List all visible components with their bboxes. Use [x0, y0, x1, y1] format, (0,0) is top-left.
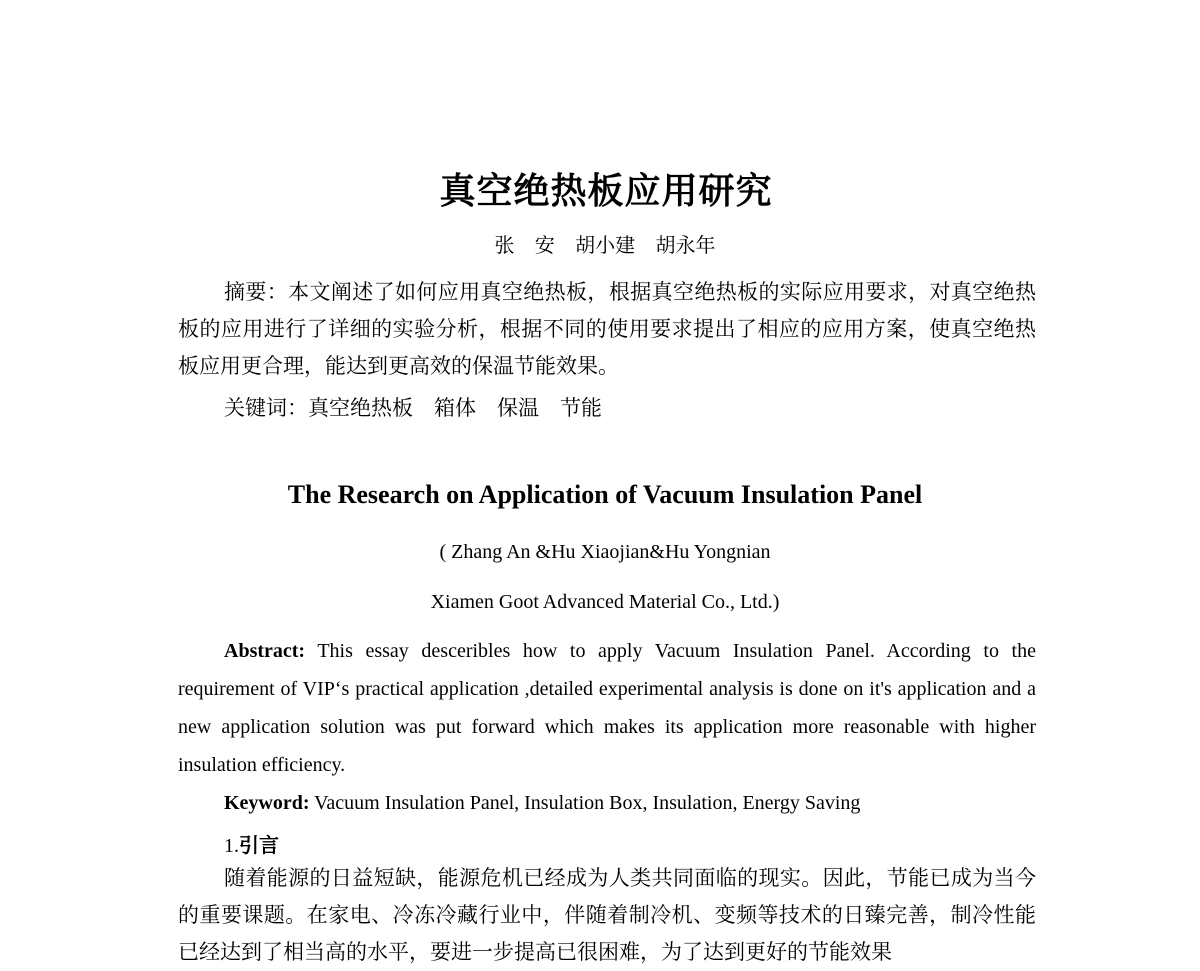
section-1-paragraph: 随着能源的日益短缺，能源危机已经成为人类共同面临的现实。因此，节能已成为当今的重要课题。在家电、冷冻冷藏行业中，伴随着制冷机、变频等技术的日臻完善，制冷性能已经达到了相当高的水平，要进一步提高已很困难，为了达到更好的节能效果 [178, 866, 1036, 964]
english-keyword-text: Vacuum Insulation Panel, Insulation Box, Insulation, Energy Saving [309, 792, 861, 814]
chinese-title: 真空绝热板应用研究 [439, 170, 773, 212]
chinese-abstract-text: 本文阐述了如何应用真空绝热板，根据真空绝热板的实际应用要求，对真空绝热板的应用进行了详细的实验分析，根据不同的使用要求提出了相应的应用方案，使真空绝热板应用更合理，能达到更高效的保温节能效果。 [178, 280, 1037, 378]
english-keywords [178, 784, 1036, 822]
section-1-heading [224, 829, 279, 858]
chinese-abstract-label: 摘要： [224, 280, 289, 304]
english-abstract [178, 632, 1036, 784]
english-keyword-label: Keyword: [224, 792, 310, 814]
english-authors: ( Zhang An &Hu Xiaojian&Hu Yongnian [439, 541, 771, 563]
english-title: The Research on Application of Vacuum Insulation Panel [287, 480, 923, 509]
chinese-keywords-label: 关键词： [224, 396, 308, 420]
chinese-keywords-text: 真空绝热板 箱体 保温 节能 [308, 396, 602, 420]
section-1-number: 1. [224, 835, 239, 857]
english-affiliation: Xiamen Goot Advanced Material Co., Ltd.) [430, 591, 780, 613]
chinese-authors: 张 安 胡小建 胡永年 [494, 233, 716, 257]
chinese-keywords [178, 390, 1036, 427]
english-abstract-label: Abstract: [224, 640, 306, 662]
chinese-abstract [178, 274, 1036, 385]
english-abstract-text: This essay desceribles how to apply Vacuum Insulation Panel. According to the requirement of VIP‘s practical application ,detailed experimental analysis is done on it's application and a new application solution was put forward which makes its application more reasonable with higher insulation efficiency. [178, 640, 1036, 776]
section-1-title: 引言 [239, 833, 279, 857]
